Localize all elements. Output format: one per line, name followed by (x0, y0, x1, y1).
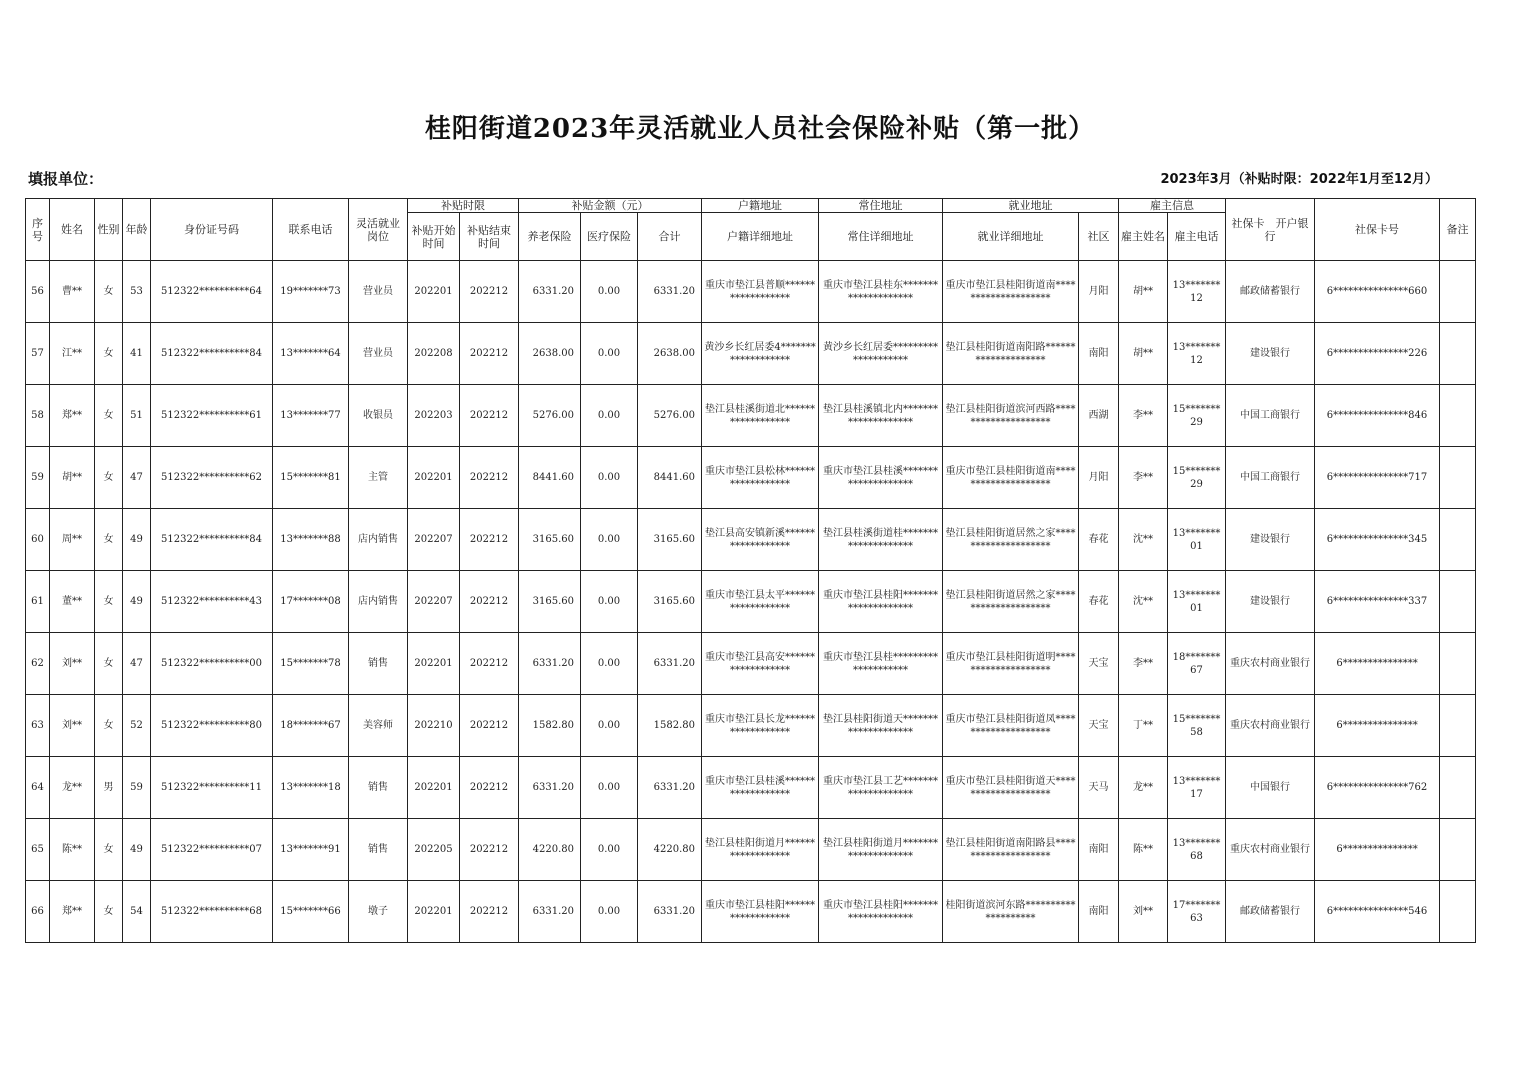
cell-total: 1582.80 (638, 695, 702, 757)
cell-remark (1440, 571, 1476, 633)
cell-hukou: 重庆市垫江县桂阳****************** (702, 881, 819, 943)
cell-gender: 女 (95, 323, 123, 385)
cell-bank: 中国工商银行 (1226, 385, 1315, 447)
col-pension: 养老保险 (519, 213, 581, 261)
cell-age: 49 (123, 819, 151, 881)
cell-bank: 重庆农村商业银行 (1226, 695, 1315, 757)
cell-pension: 1582.80 (519, 695, 581, 757)
cell-job: 销售 (349, 633, 408, 695)
cell-hukou: 重庆市垫江县松林****************** (702, 447, 819, 509)
cell-total: 5276.00 (638, 385, 702, 447)
cell-pension: 6331.20 (519, 757, 581, 819)
cell-remark (1440, 261, 1476, 323)
cell-end: 202212 (460, 881, 519, 943)
cell-medical: 0.00 (581, 695, 638, 757)
cell-name: 董** (50, 571, 95, 633)
cell-work: 垫江县桂阳街道南阳路县******************** (943, 819, 1079, 881)
cell-gender: 女 (95, 261, 123, 323)
cell-end: 202212 (460, 633, 519, 695)
cell-age: 54 (123, 881, 151, 943)
cell-resid: 黄沙乡长红居委******************** (819, 323, 943, 385)
cell-employer-name: 李** (1119, 447, 1168, 509)
fill-unit-label: 填报单位： (28, 170, 104, 188)
cell-bank: 重庆农村商业银行 (1226, 819, 1315, 881)
col-seq: 序号 (26, 199, 50, 261)
col-hukou-group: 户籍地址 (702, 199, 819, 213)
cell-card-no: 6***************226 (1315, 323, 1440, 385)
cell-name: 刘** (50, 695, 95, 757)
cell-seq: 65 (26, 819, 50, 881)
cell-name: 龙** (50, 757, 95, 819)
cell-employer-name: 胡** (1119, 261, 1168, 323)
cell-gender: 女 (95, 447, 123, 509)
col-period-group: 补贴时限 (408, 199, 519, 213)
col-age: 年龄 (123, 199, 151, 261)
cell-seq: 56 (26, 261, 50, 323)
cell-name: 曹** (50, 261, 95, 323)
cell-work: 桂阳街道滨河东路******************** (943, 881, 1079, 943)
cell-id-no: 512322**********43 (151, 571, 273, 633)
cell-remark (1440, 385, 1476, 447)
cell-employer-name: 丁** (1119, 695, 1168, 757)
cell-job: 收银员 (349, 385, 408, 447)
cell-employer-phone: 13*******12 (1168, 323, 1226, 385)
cell-employer-name: 刘** (1119, 881, 1168, 943)
cell-age: 49 (123, 509, 151, 571)
col-resid-detail: 常住详细地址 (819, 213, 943, 261)
cell-phone: 15*******81 (273, 447, 349, 509)
col-amount-group: 补贴金额（元） (519, 199, 702, 213)
cell-community: 天宝 (1079, 633, 1119, 695)
cell-phone: 13*******88 (273, 509, 349, 571)
cell-seq: 64 (26, 757, 50, 819)
col-start: 补贴开始时间 (408, 213, 460, 261)
cell-medical: 0.00 (581, 571, 638, 633)
cell-resid: 重庆市垫江县桂******************** (819, 633, 943, 695)
cell-start: 202201 (408, 757, 460, 819)
cell-start: 202208 (408, 323, 460, 385)
cell-card-no: 6***************846 (1315, 385, 1440, 447)
cell-gender: 男 (95, 757, 123, 819)
period-note: 2023年3月（补贴时限：2022年1月至12月） (1160, 172, 1438, 187)
cell-id-no: 512322**********64 (151, 261, 273, 323)
cell-card-no: 6*************** (1315, 633, 1440, 695)
cell-id-no: 512322**********00 (151, 633, 273, 695)
cell-community: 春花 (1079, 509, 1119, 571)
cell-work: 垫江县桂阳街道居然之家******************** (943, 509, 1079, 571)
cell-hukou: 重庆市垫江县桂溪****************** (702, 757, 819, 819)
cell-id-no: 512322**********80 (151, 695, 273, 757)
cell-seq: 57 (26, 323, 50, 385)
cell-name: 江** (50, 323, 95, 385)
cell-pension: 3165.60 (519, 509, 581, 571)
table-row (26, 323, 1476, 385)
cell-gender: 女 (95, 881, 123, 943)
cell-remark (1440, 695, 1476, 757)
table-row (26, 261, 1476, 323)
col-card: 社保卡号 (1315, 199, 1440, 261)
cell-phone: 13*******91 (273, 819, 349, 881)
table-row (26, 385, 1476, 447)
cell-employer-phone: 15*******29 (1168, 385, 1226, 447)
cell-name: 周** (50, 509, 95, 571)
cell-age: 47 (123, 633, 151, 695)
cell-name: 郑** (50, 881, 95, 943)
table-body (26, 261, 1476, 943)
col-total: 合计 (638, 213, 702, 261)
cell-phone: 15*******78 (273, 633, 349, 695)
cell-total: 2638.00 (638, 323, 702, 385)
cell-employer-phone: 13*******17 (1168, 757, 1226, 819)
cell-medical: 0.00 (581, 385, 638, 447)
cell-card-no: 6***************345 (1315, 509, 1440, 571)
cell-name: 陈** (50, 819, 95, 881)
cell-remark (1440, 757, 1476, 819)
col-hukou-detail: 户籍详细地址 (702, 213, 819, 261)
cell-hukou: 重庆市垫江县普顺****************** (702, 261, 819, 323)
cell-gender: 女 (95, 695, 123, 757)
cell-gender: 女 (95, 819, 123, 881)
cell-remark (1440, 881, 1476, 943)
cell-community: 南阳 (1079, 819, 1119, 881)
col-remark: 备注 (1440, 199, 1476, 261)
cell-age: 59 (123, 757, 151, 819)
cell-end: 202212 (460, 757, 519, 819)
cell-phone: 13*******18 (273, 757, 349, 819)
col-employer-phone: 雇主电话 (1168, 213, 1226, 261)
cell-card-no: 6*************** (1315, 819, 1440, 881)
cell-seq: 63 (26, 695, 50, 757)
cell-remark (1440, 447, 1476, 509)
cell-work: 垫江县桂阳街道居然之家******************** (943, 571, 1079, 633)
cell-employer-name: 龙** (1119, 757, 1168, 819)
cell-name: 郑** (50, 385, 95, 447)
cell-employer-phone: 17*******63 (1168, 881, 1226, 943)
cell-medical: 0.00 (581, 261, 638, 323)
cell-pension: 2638.00 (519, 323, 581, 385)
cell-end: 202212 (460, 819, 519, 881)
cell-medical: 0.00 (581, 323, 638, 385)
cell-medical: 0.00 (581, 633, 638, 695)
cell-start: 202207 (408, 571, 460, 633)
cell-employer-phone: 15*******58 (1168, 695, 1226, 757)
cell-work: 重庆市垫江县桂阳街道南******************** (943, 447, 1079, 509)
cell-medical: 0.00 (581, 819, 638, 881)
page-title: 桂阳街道2023年灵活就业人员社会保险补贴（第一批） (424, 114, 1096, 144)
cell-age: 51 (123, 385, 151, 447)
cell-employer-phone: 13*******12 (1168, 261, 1226, 323)
cell-name: 胡** (50, 447, 95, 509)
cell-age: 41 (123, 323, 151, 385)
cell-total: 6331.20 (638, 881, 702, 943)
cell-community: 天宝 (1079, 695, 1119, 757)
col-gender: 性别 (95, 199, 123, 261)
cell-card-no: 6***************717 (1315, 447, 1440, 509)
table-row (26, 881, 1476, 943)
col-end: 补贴结束时间 (460, 213, 519, 261)
cell-seq: 61 (26, 571, 50, 633)
cell-employer-name: 李** (1119, 633, 1168, 695)
cell-remark (1440, 633, 1476, 695)
cell-bank: 邮政储蓄银行 (1226, 261, 1315, 323)
subsidy-table (25, 198, 1476, 943)
cell-age: 49 (123, 571, 151, 633)
cell-job: 店内销售 (349, 571, 408, 633)
cell-start: 202201 (408, 881, 460, 943)
cell-age: 52 (123, 695, 151, 757)
cell-phone: 19*******73 (273, 261, 349, 323)
cell-community: 西湖 (1079, 385, 1119, 447)
table-row (26, 633, 1476, 695)
cell-bank: 邮政储蓄银行 (1226, 881, 1315, 943)
cell-bank: 建设银行 (1226, 509, 1315, 571)
cell-seq: 59 (26, 447, 50, 509)
cell-total: 3165.60 (638, 571, 702, 633)
cell-card-no: 6***************762 (1315, 757, 1440, 819)
cell-job: 营业员 (349, 261, 408, 323)
cell-bank: 中国工商银行 (1226, 447, 1315, 509)
table-row (26, 509, 1476, 571)
cell-job: 销售 (349, 757, 408, 819)
cell-total: 3165.60 (638, 509, 702, 571)
cell-id-no: 512322**********07 (151, 819, 273, 881)
table-row (26, 447, 1476, 509)
cell-id-no: 512322**********84 (151, 323, 273, 385)
cell-total: 4220.80 (638, 819, 702, 881)
cell-job: 主管 (349, 447, 408, 509)
cell-end: 202212 (460, 509, 519, 571)
cell-start: 202210 (408, 695, 460, 757)
cell-employer-name: 沈** (1119, 509, 1168, 571)
col-id: 身份证号码 (151, 199, 273, 261)
cell-community: 月阳 (1079, 261, 1119, 323)
cell-hukou: 重庆市垫江县长龙****************** (702, 695, 819, 757)
cell-employer-phone: 13*******01 (1168, 571, 1226, 633)
cell-work: 重庆市垫江县桂阳街道凤******************** (943, 695, 1079, 757)
col-job: 灵活就业岗位 (349, 199, 408, 261)
table-row (26, 571, 1476, 633)
col-phone: 联系电话 (273, 199, 349, 261)
cell-bank: 建设银行 (1226, 323, 1315, 385)
cell-community: 月阳 (1079, 447, 1119, 509)
col-work-group: 就业地址 (943, 199, 1119, 213)
cell-job: 美容师 (349, 695, 408, 757)
cell-employer-phone: 15*******29 (1168, 447, 1226, 509)
cell-hukou: 黄沙乡长红居委4******************* (702, 323, 819, 385)
cell-end: 202212 (460, 571, 519, 633)
cell-resid: 垫江县桂溪镇北内******************** (819, 385, 943, 447)
cell-end: 202212 (460, 695, 519, 757)
cell-name: 刘** (50, 633, 95, 695)
cell-community: 南阳 (1079, 881, 1119, 943)
cell-phone: 17*******08 (273, 571, 349, 633)
cell-start: 202207 (408, 509, 460, 571)
cell-card-no: 6***************546 (1315, 881, 1440, 943)
cell-pension: 3165.60 (519, 571, 581, 633)
col-resid-group: 常住地址 (819, 199, 943, 213)
cell-medical: 0.00 (581, 509, 638, 571)
cell-card-no: 6***************660 (1315, 261, 1440, 323)
cell-phone: 13*******77 (273, 385, 349, 447)
cell-hukou: 重庆市垫江县高安****************** (702, 633, 819, 695)
cell-gender: 女 (95, 509, 123, 571)
cell-resid: 重庆市垫江县桂溪******************** (819, 447, 943, 509)
cell-start: 202201 (408, 261, 460, 323)
cell-work: 重庆市垫江县桂阳街道明******************** (943, 633, 1079, 695)
cell-phone: 13*******64 (273, 323, 349, 385)
cell-card-no: 6*************** (1315, 695, 1440, 757)
cell-end: 202212 (460, 447, 519, 509)
col-community: 社区 (1079, 213, 1119, 261)
cell-work: 垫江县桂阳街道南阳路******************** (943, 323, 1079, 385)
cell-resid: 重庆市垫江县桂东******************** (819, 261, 943, 323)
cell-job: 墩子 (349, 881, 408, 943)
cell-employer-name: 胡** (1119, 323, 1168, 385)
table-row (26, 757, 1476, 819)
cell-seq: 60 (26, 509, 50, 571)
cell-medical: 0.00 (581, 881, 638, 943)
col-employer-group: 雇主信息 (1119, 199, 1226, 213)
col-name: 姓名 (50, 199, 95, 261)
cell-id-no: 512322**********11 (151, 757, 273, 819)
cell-medical: 0.00 (581, 757, 638, 819)
cell-resid: 垫江县桂溪街道桂******************** (819, 509, 943, 571)
cell-community: 天马 (1079, 757, 1119, 819)
cell-pension: 6331.20 (519, 633, 581, 695)
cell-employer-name: 沈** (1119, 571, 1168, 633)
cell-employer-name: 李** (1119, 385, 1168, 447)
col-work-detail: 就业详细地址 (943, 213, 1079, 261)
cell-gender: 女 (95, 571, 123, 633)
cell-remark (1440, 323, 1476, 385)
cell-remark (1440, 819, 1476, 881)
cell-total: 6331.20 (638, 261, 702, 323)
cell-start: 202203 (408, 385, 460, 447)
cell-work: 垫江县桂阳街道滨河西路******************** (943, 385, 1079, 447)
cell-bank: 中国银行 (1226, 757, 1315, 819)
cell-age: 53 (123, 261, 151, 323)
cell-bank: 重庆农村商业银行 (1226, 633, 1315, 695)
cell-seq: 66 (26, 881, 50, 943)
cell-hukou: 垫江县高安镇新溪****************** (702, 509, 819, 571)
col-bank: 社保卡 开户银行 (1226, 199, 1315, 261)
cell-total: 6331.20 (638, 633, 702, 695)
cell-medical: 0.00 (581, 447, 638, 509)
header-row-1 (26, 199, 1476, 213)
col-medical: 医疗保险 (581, 213, 638, 261)
cell-resid: 垫江县桂阳街道月******************** (819, 819, 943, 881)
cell-end: 202212 (460, 323, 519, 385)
cell-remark (1440, 509, 1476, 571)
cell-employer-phone: 18*******67 (1168, 633, 1226, 695)
cell-seq: 58 (26, 385, 50, 447)
cell-employer-phone: 13*******01 (1168, 509, 1226, 571)
cell-end: 202212 (460, 261, 519, 323)
cell-card-no: 6***************337 (1315, 571, 1440, 633)
cell-age: 47 (123, 447, 151, 509)
cell-bank: 建设银行 (1226, 571, 1315, 633)
cell-start: 202205 (408, 819, 460, 881)
cell-work: 重庆市垫江县桂阳街道天******************** (943, 757, 1079, 819)
cell-gender: 女 (95, 633, 123, 695)
cell-id-no: 512322**********61 (151, 385, 273, 447)
table-row (26, 819, 1476, 881)
cell-gender: 女 (95, 385, 123, 447)
cell-resid: 重庆市垫江县桂阳******************** (819, 571, 943, 633)
cell-pension: 8441.60 (519, 447, 581, 509)
col-employer-name: 雇主姓名 (1119, 213, 1168, 261)
cell-total: 6331.20 (638, 757, 702, 819)
cell-id-no: 512322**********68 (151, 881, 273, 943)
cell-job: 店内销售 (349, 509, 408, 571)
cell-resid: 重庆市垫江县桂阳******************** (819, 881, 943, 943)
cell-hukou: 垫江县桂阳街道月****************** (702, 819, 819, 881)
cell-hukou: 垫江县桂溪街道北****************** (702, 385, 819, 447)
cell-hukou: 重庆市垫江县太平****************** (702, 571, 819, 633)
cell-work: 重庆市垫江县桂阳街道南******************** (943, 261, 1079, 323)
cell-resid: 垫江县桂阳街道天******************** (819, 695, 943, 757)
cell-pension: 6331.20 (519, 261, 581, 323)
cell-id-no: 512322**********84 (151, 509, 273, 571)
cell-resid: 重庆市垫江县工艺******************** (819, 757, 943, 819)
cell-phone: 18*******67 (273, 695, 349, 757)
table-row (26, 695, 1476, 757)
cell-job: 营业员 (349, 323, 408, 385)
cell-end: 202212 (460, 385, 519, 447)
cell-start: 202201 (408, 447, 460, 509)
cell-pension: 5276.00 (519, 385, 581, 447)
cell-phone: 15*******66 (273, 881, 349, 943)
cell-id-no: 512322**********62 (151, 447, 273, 509)
cell-seq: 62 (26, 633, 50, 695)
cell-total: 8441.60 (638, 447, 702, 509)
cell-pension: 6331.20 (519, 881, 581, 943)
cell-start: 202201 (408, 633, 460, 695)
cell-community: 南阳 (1079, 323, 1119, 385)
cell-employer-name: 陈** (1119, 819, 1168, 881)
cell-pension: 4220.80 (519, 819, 581, 881)
cell-job: 销售 (349, 819, 408, 881)
cell-employer-phone: 13*******68 (1168, 819, 1226, 881)
cell-community: 春花 (1079, 571, 1119, 633)
